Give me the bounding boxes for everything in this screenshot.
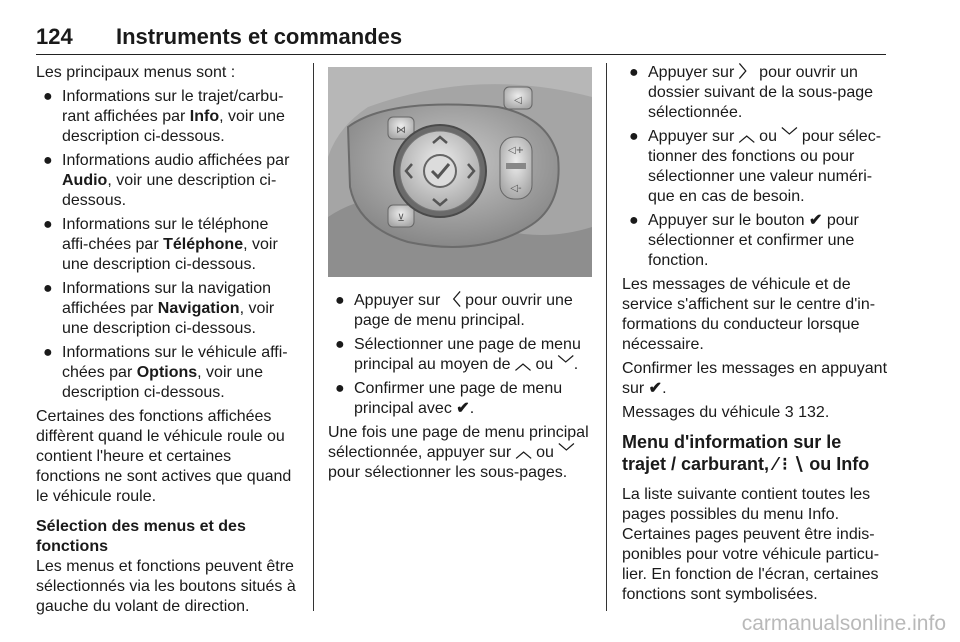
page-number: 124 xyxy=(36,24,73,49)
chevron-up-icon: ︿ xyxy=(515,444,532,461)
driving-note: Certaines des fonctions affichées diffèrent quand le véhicule roule ou contient l'heure et certaines fonctions ne sont actives que quand le véhicule roule. xyxy=(36,408,292,505)
checkmark-icon: ✔ xyxy=(648,380,663,397)
checkmark-icon: ✔ xyxy=(456,400,470,417)
selection-paragraph: Les menus et fonctions peuvent être sélectionnés via les boutons situés à gauche du volant de direction. xyxy=(36,558,296,615)
chevron-down-icon: ﹀ xyxy=(558,444,575,461)
page-reference-icon: 3 xyxy=(784,404,794,421)
column-2 xyxy=(328,291,592,487)
running-title: Instruments et commandes xyxy=(116,24,403,49)
steering-wheel-illustration xyxy=(328,67,592,277)
column-divider-1 xyxy=(313,63,314,611)
svg-text:⋈: ⋈ xyxy=(396,125,406,136)
section-subheading: Sélection des menus et des fonctions xyxy=(36,518,246,555)
list-item: ● Informations sur la navigation affichées par Navigation, voir une description ci-dessous. xyxy=(43,280,275,337)
function-steps-list xyxy=(622,63,888,271)
main-page-steps-list xyxy=(328,291,592,419)
column-3 xyxy=(622,63,888,609)
menus-intro: Les principaux menus sont : xyxy=(36,64,236,81)
svg-text:◁+: ◁+ xyxy=(507,145,525,156)
chevron-left-icon: 〈 xyxy=(444,292,461,309)
vehicle-messages-reference: Messages du véhicule 3 132. xyxy=(622,404,830,421)
main-menus-list xyxy=(36,87,298,403)
svg-text:◁: ◁ xyxy=(514,95,522,106)
subpage-paragraph: Une fois une page de menu principal sélectionnée, appuyer sur ︿ ou ﹀ pour sélectionner les sous-pages. xyxy=(328,424,589,481)
checkmark-icon: ✔ xyxy=(809,212,823,229)
info-menu-paragraph: La liste suivante contient toutes les pages possibles du menu Info. Certaines pages peuvent être indis-ponibles pour votre véhicule particu-lier. En fonction de l'écran, certaines fonctions sont symbolisées. xyxy=(622,486,880,603)
section-heading: Menu d'information sur le trajet / carburant, ⁄ ⁝ ∖ ou Info xyxy=(622,432,870,474)
column-1 xyxy=(36,63,298,621)
steering-wheel-controls-image xyxy=(328,67,592,277)
chevron-right-icon: 〉 xyxy=(738,64,755,81)
list-item: ● Informations sur le téléphone affi-chées par Téléphone, voir une description ci-dessous. xyxy=(43,216,278,273)
page-header xyxy=(36,24,886,55)
service-messages-paragraph: Les messages de véhicule et de service s'affichent sur le centre d'in-formations du conducteur lorsque nécessaire. xyxy=(622,276,876,353)
watermark: carmanualsonline.info xyxy=(741,612,946,635)
list-item: ● Sélectionner une page de menu principal au moyen de ︿ ou ﹀. xyxy=(335,336,581,373)
list-item: ● Appuyer sur ︿ ou ﹀ pour sélec-tionner des fonctions ou pour sélectionner une valeur numéri-que en cas de besoin. xyxy=(629,128,882,205)
chevron-down-icon: ﹀ xyxy=(557,356,574,373)
list-item: ● Informations sur le trajet/carbu-rant affichées par Info, voir une description ci-dessous. xyxy=(43,88,285,145)
chevron-down-icon: ﹀ xyxy=(781,128,798,145)
list-item: ● Appuyer sur 〉 pour ouvrir un dossier suivant de la sous-page sélectionnée. xyxy=(629,64,874,121)
svg-text:⊻: ⊻ xyxy=(397,213,405,224)
confirm-messages-paragraph: Confirmer les messages en appuyant sur ✔. xyxy=(622,360,888,397)
chevron-up-icon: ︿ xyxy=(514,356,531,373)
svg-text:◁-: ◁- xyxy=(510,183,522,194)
list-item: ● Appuyer sur 〈 pour ouvrir une page de menu principal. xyxy=(335,292,573,329)
list-item: ● Informations sur le véhicule affi-chées par Options, voir une description ci-dessous. xyxy=(43,344,288,401)
column-divider-2 xyxy=(606,63,607,611)
list-item: ● Appuyer sur le bouton ✔ pour sélectionner et confirmer une fonction. xyxy=(629,212,859,269)
list-item: ● Confirmer une page de menu principal avec ✔. xyxy=(335,380,563,417)
chevron-up-icon: ︿ xyxy=(738,128,755,145)
list-item: ● Informations audio affichées par Audio, voir une description ci-dessous. xyxy=(43,152,290,209)
